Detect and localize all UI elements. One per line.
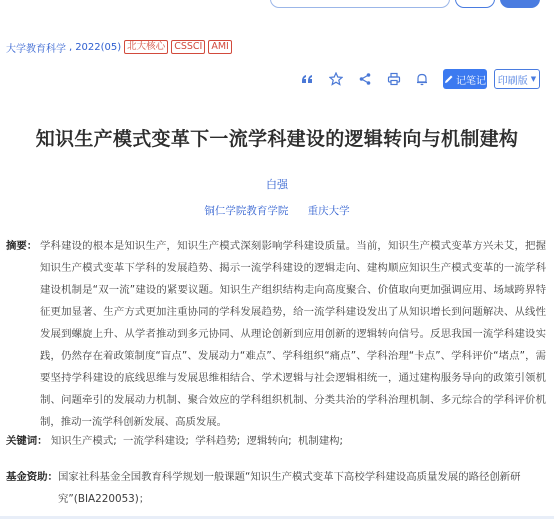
keyword-link[interactable]: 学科趋势; bbox=[195, 435, 241, 447]
print-icon[interactable] bbox=[385, 70, 403, 88]
abstract-section bbox=[6, 235, 546, 433]
search-box[interactable] bbox=[270, 0, 450, 8]
org-link[interactable]: 铜仁学院教育学院 bbox=[204, 205, 289, 217]
quote-icon[interactable] bbox=[298, 70, 316, 88]
share-icon[interactable] bbox=[356, 70, 374, 88]
tag-cssci: CSSCI bbox=[171, 40, 205, 54]
bell-icon[interactable] bbox=[413, 70, 431, 88]
keywords-section bbox=[6, 432, 346, 447]
chevron-down-icon: ▼ bbox=[530, 75, 537, 83]
take-note-label: 记笔记 bbox=[456, 75, 486, 87]
journal-separator: , bbox=[69, 41, 73, 53]
abstract-text: 学科建设的根本是知识生产，知识生产模式深刻影响学科建设质量。当前，知识生产模式变革方兴未艾，把握知识生产模式变革下学科的发展趋势、揭示一流学科建设的逻辑走向、建构顺应知识生产模式变革的一流学科建设机制是“双一流”建设的紧要议题。知识生产组织结构走向高度聚合、价值取向更加强调应用、场域跨界特征更加显著、生产方式更加注重协同的学科发展趋势，给一流学科建设发出了从知识增长到问题解决、从线性发展到螺旋上升、从学者推动到多元协同、从理论创新到应用创新的逻辑转向信号。反思我国一流学科建设实践，仍然存在着政策制度“盲点”、发展动力“难点”、学科组织“痛点”、学科治理“卡点”、学科评价“堵点”，需要坚持学科建设的底线思维与发展思维相结合、学术逻辑与社会逻辑相统一，通过建构服务导向的政策引领机制、问题牵引的发展动力机制、聚合效应的学科组织机制、分类共治的学科治理机制、多元综合的学科评价机制，推动一流学科创新发展、高质发展。 bbox=[40, 240, 546, 428]
tag-ami: AMI bbox=[208, 40, 232, 54]
author-name[interactable]: 白强 bbox=[266, 178, 288, 191]
keyword-link[interactable]: 机制建构; bbox=[298, 435, 344, 447]
pencil-icon bbox=[444, 74, 454, 84]
top-button-1[interactable] bbox=[455, 0, 495, 8]
tag-pku-core: 北大核心 bbox=[124, 40, 168, 54]
author-orgs bbox=[0, 203, 554, 218]
toolbar bbox=[0, 69, 554, 89]
source-line bbox=[6, 39, 232, 55]
keywords-label: 关键词： bbox=[6, 435, 48, 447]
abstract-label: 摘要： bbox=[6, 240, 38, 252]
keyword-link[interactable]: 一流学科建设; bbox=[123, 435, 189, 447]
top-button-2[interactable] bbox=[500, 0, 540, 8]
print-version-label: 印刷版 bbox=[497, 75, 528, 87]
journal-name[interactable]: 大学教育科学 bbox=[6, 43, 66, 55]
star-icon[interactable] bbox=[327, 70, 345, 88]
journal-issue[interactable]: 2022(05) bbox=[75, 41, 122, 53]
org-link[interactable]: 重庆大学 bbox=[307, 205, 350, 217]
article-title: 知识生产模式变革下一流学科建设的逻辑转向与机制建构 bbox=[35, 128, 519, 150]
keyword-link[interactable]: 知识生产模式; bbox=[50, 435, 117, 447]
print-version-dropdown[interactable] bbox=[494, 69, 540, 89]
fund-text[interactable]: 国家社科基金全国教育科学规划一般课题“知识生产模式变革下高校学科建设高质量发展的路径创新研究”(BIA220053)； bbox=[58, 471, 521, 505]
fund-section bbox=[6, 466, 546, 510]
take-note-button[interactable] bbox=[443, 69, 487, 89]
top-bar bbox=[0, 0, 554, 14]
fund-label: 基金资助： bbox=[6, 471, 58, 483]
keyword-link[interactable]: 逻辑转向; bbox=[246, 435, 292, 447]
